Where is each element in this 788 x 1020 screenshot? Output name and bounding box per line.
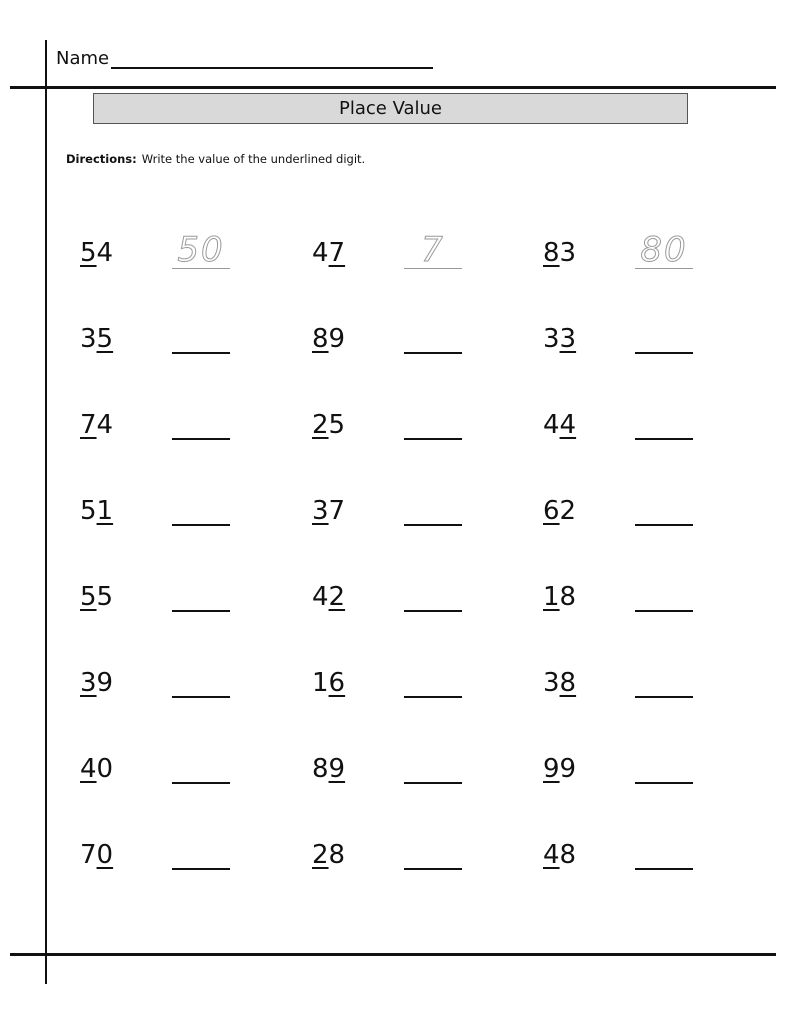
problem-number xyxy=(543,238,576,268)
sample-answer: 7 xyxy=(404,232,462,269)
problem-number xyxy=(543,410,576,440)
problem-number xyxy=(312,496,345,526)
problem-number xyxy=(312,410,345,440)
problem-number xyxy=(543,324,576,354)
answer-blank[interactable] xyxy=(172,352,230,354)
digit: 0 xyxy=(96,754,114,784)
digit: 3 xyxy=(559,238,577,268)
sample-answer: 80 xyxy=(635,232,693,269)
digit: 5 xyxy=(80,496,97,526)
directions-label: Directions: xyxy=(66,152,137,166)
underlined-digit: 4 xyxy=(543,840,560,870)
answer-blank[interactable] xyxy=(404,524,462,526)
digit: 5 xyxy=(96,582,114,612)
underlined-digit: 4 xyxy=(559,410,577,440)
problem-number xyxy=(80,324,113,354)
problem-number xyxy=(543,582,576,612)
underlined-digit: 5 xyxy=(80,238,97,268)
problem-number xyxy=(80,238,113,268)
digit: 4 xyxy=(543,410,560,440)
problem-number xyxy=(543,840,576,870)
underlined-digit: 7 xyxy=(80,410,97,440)
digit: 9 xyxy=(559,754,577,784)
problem-number xyxy=(312,754,345,784)
problem-number xyxy=(312,840,345,870)
underlined-digit: 9 xyxy=(543,754,560,784)
sample-answer: 50 xyxy=(172,232,230,269)
digit: 1 xyxy=(312,668,329,698)
problem-number xyxy=(312,668,345,698)
problem-number xyxy=(543,754,576,784)
digit: 8 xyxy=(559,582,577,612)
digit: 9 xyxy=(96,668,114,698)
name-label: Name xyxy=(56,48,110,69)
underlined-digit: 6 xyxy=(543,496,560,526)
underlined-digit: 3 xyxy=(559,324,577,354)
answer-blank[interactable] xyxy=(635,524,693,526)
problem-number xyxy=(80,754,113,784)
underlined-digit: 9 xyxy=(328,754,346,784)
digit: 8 xyxy=(328,840,346,870)
answer-blank[interactable] xyxy=(172,524,230,526)
problem-number xyxy=(312,324,345,354)
digit: 9 xyxy=(328,324,346,354)
answer-blank[interactable] xyxy=(635,868,693,870)
problem-number xyxy=(312,582,345,612)
problem-number xyxy=(80,840,113,870)
underlined-digit: 2 xyxy=(312,410,329,440)
digit: 4 xyxy=(96,410,114,440)
answer-blank[interactable] xyxy=(635,352,693,354)
underlined-digit: 1 xyxy=(543,582,560,612)
digit: 7 xyxy=(80,840,97,870)
underlined-digit: 5 xyxy=(80,582,97,612)
underlined-digit: 2 xyxy=(312,840,329,870)
underlined-digit: 0 xyxy=(96,840,114,870)
underlined-digit: 3 xyxy=(80,668,97,698)
answer-blank[interactable] xyxy=(404,696,462,698)
answer-blank[interactable] xyxy=(172,696,230,698)
underlined-digit: 5 xyxy=(96,324,114,354)
problem-number xyxy=(80,668,113,698)
answer-blank[interactable] xyxy=(404,438,462,440)
underlined-digit: 4 xyxy=(80,754,97,784)
answer-blank[interactable] xyxy=(404,352,462,354)
underlined-digit: 8 xyxy=(312,324,329,354)
answer-blank[interactable] xyxy=(635,696,693,698)
answer-blank[interactable] xyxy=(172,438,230,440)
answer-blank[interactable] xyxy=(404,610,462,612)
digit: 4 xyxy=(312,582,329,612)
digit: 5 xyxy=(328,410,346,440)
underlined-digit: 1 xyxy=(96,496,114,526)
answer-blank[interactable] xyxy=(635,610,693,612)
underlined-digit: 6 xyxy=(328,668,346,698)
underlined-digit: 2 xyxy=(328,582,346,612)
digit: 2 xyxy=(559,496,577,526)
underlined-digit: 8 xyxy=(559,668,577,698)
page-title: Place Value xyxy=(338,98,442,119)
digit: 3 xyxy=(80,324,97,354)
digit: 3 xyxy=(543,324,560,354)
problem-number xyxy=(543,668,576,698)
underlined-digit: 7 xyxy=(328,238,346,268)
digit: 8 xyxy=(312,754,329,784)
underlined-digit: 3 xyxy=(312,496,329,526)
digit: 7 xyxy=(328,496,346,526)
answer-blank[interactable] xyxy=(172,782,230,784)
answer-blank[interactable] xyxy=(404,868,462,870)
answer-blank[interactable] xyxy=(404,782,462,784)
directions-text: Write the value of the underlined digit. xyxy=(141,152,366,166)
problem-number xyxy=(80,582,113,612)
answer-blank[interactable] xyxy=(172,610,230,612)
problem-number xyxy=(80,496,113,526)
digit: 3 xyxy=(543,668,560,698)
digit: 4 xyxy=(312,238,329,268)
digit: 4 xyxy=(96,238,114,268)
problem-number xyxy=(80,410,113,440)
problem-number xyxy=(312,238,345,268)
answer-blank[interactable] xyxy=(172,868,230,870)
underlined-digit: 8 xyxy=(543,238,560,268)
answer-blank[interactable] xyxy=(635,438,693,440)
digit: 8 xyxy=(559,840,577,870)
answer-blank[interactable] xyxy=(635,782,693,784)
problem-number xyxy=(543,496,576,526)
